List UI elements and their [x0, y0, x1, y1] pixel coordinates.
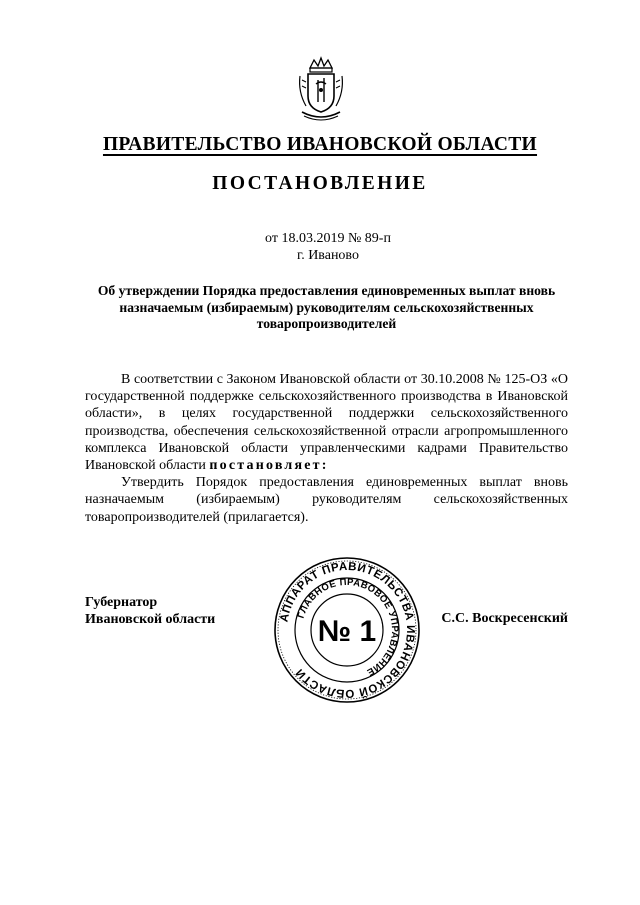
signer-position: Губернатор [85, 595, 158, 610]
resolves-word: постановляет: [209, 458, 329, 474]
signer-title [85, 594, 215, 628]
date-number: от 18.03.2019 № 89-п [265, 231, 391, 246]
stamp-inner-text: ГЛАВНОЕ ПРАВОВОЕ УПРАВЛЕНИЕ [295, 576, 401, 678]
preamble-text: В соответствии с Законом Ивановской области от 30.10.2008 № 125-ОЗ «О государственной поддержке сельскохозяйственного производства в Ивановской области», в целях государственной поддержки сельскохозяйственного производства, обеспечения сельскохозяйственной отрасли агропромышленного комплекса Ивановской области управленческими кадрами Правительство Ивановской области [85, 372, 568, 474]
stamp-number: № 1 [317, 615, 377, 648]
coat-of-arms-icon [296, 56, 346, 124]
signer-name: С.С. Воскресенский [441, 611, 568, 626]
paragraph-resolution: Утвердить Порядок предоставления единовременных выплат вновь назначаемым (избираемым) руководителям сельскохозяйственных товаропроизводителей (прилагается). [85, 475, 568, 525]
document-type: ПОСТАНОВЛЕНИЕ [212, 173, 428, 194]
government-title: ПРАВИТЕЛЬСТВО ИВАНОВСКОЙ ОБЛАСТИ [102, 134, 538, 155]
document-body [85, 371, 568, 526]
paragraph-preamble [85, 371, 568, 474]
signer-region: Ивановской области [85, 612, 216, 627]
document-subject: Об утверждении Порядка предоставления единовременных выплат вновь назначаемым (избираемым) руководителям сельскохозяйственных товаропроизводителей [97, 283, 556, 331]
official-stamp [272, 555, 422, 705]
city: г. Иваново [297, 248, 359, 263]
stamp-outer-text: АППАРАТ ПРАВИТЕЛЬСТВА ИВАНОВСКОЙ ОБЛАСТИ [278, 560, 417, 700]
